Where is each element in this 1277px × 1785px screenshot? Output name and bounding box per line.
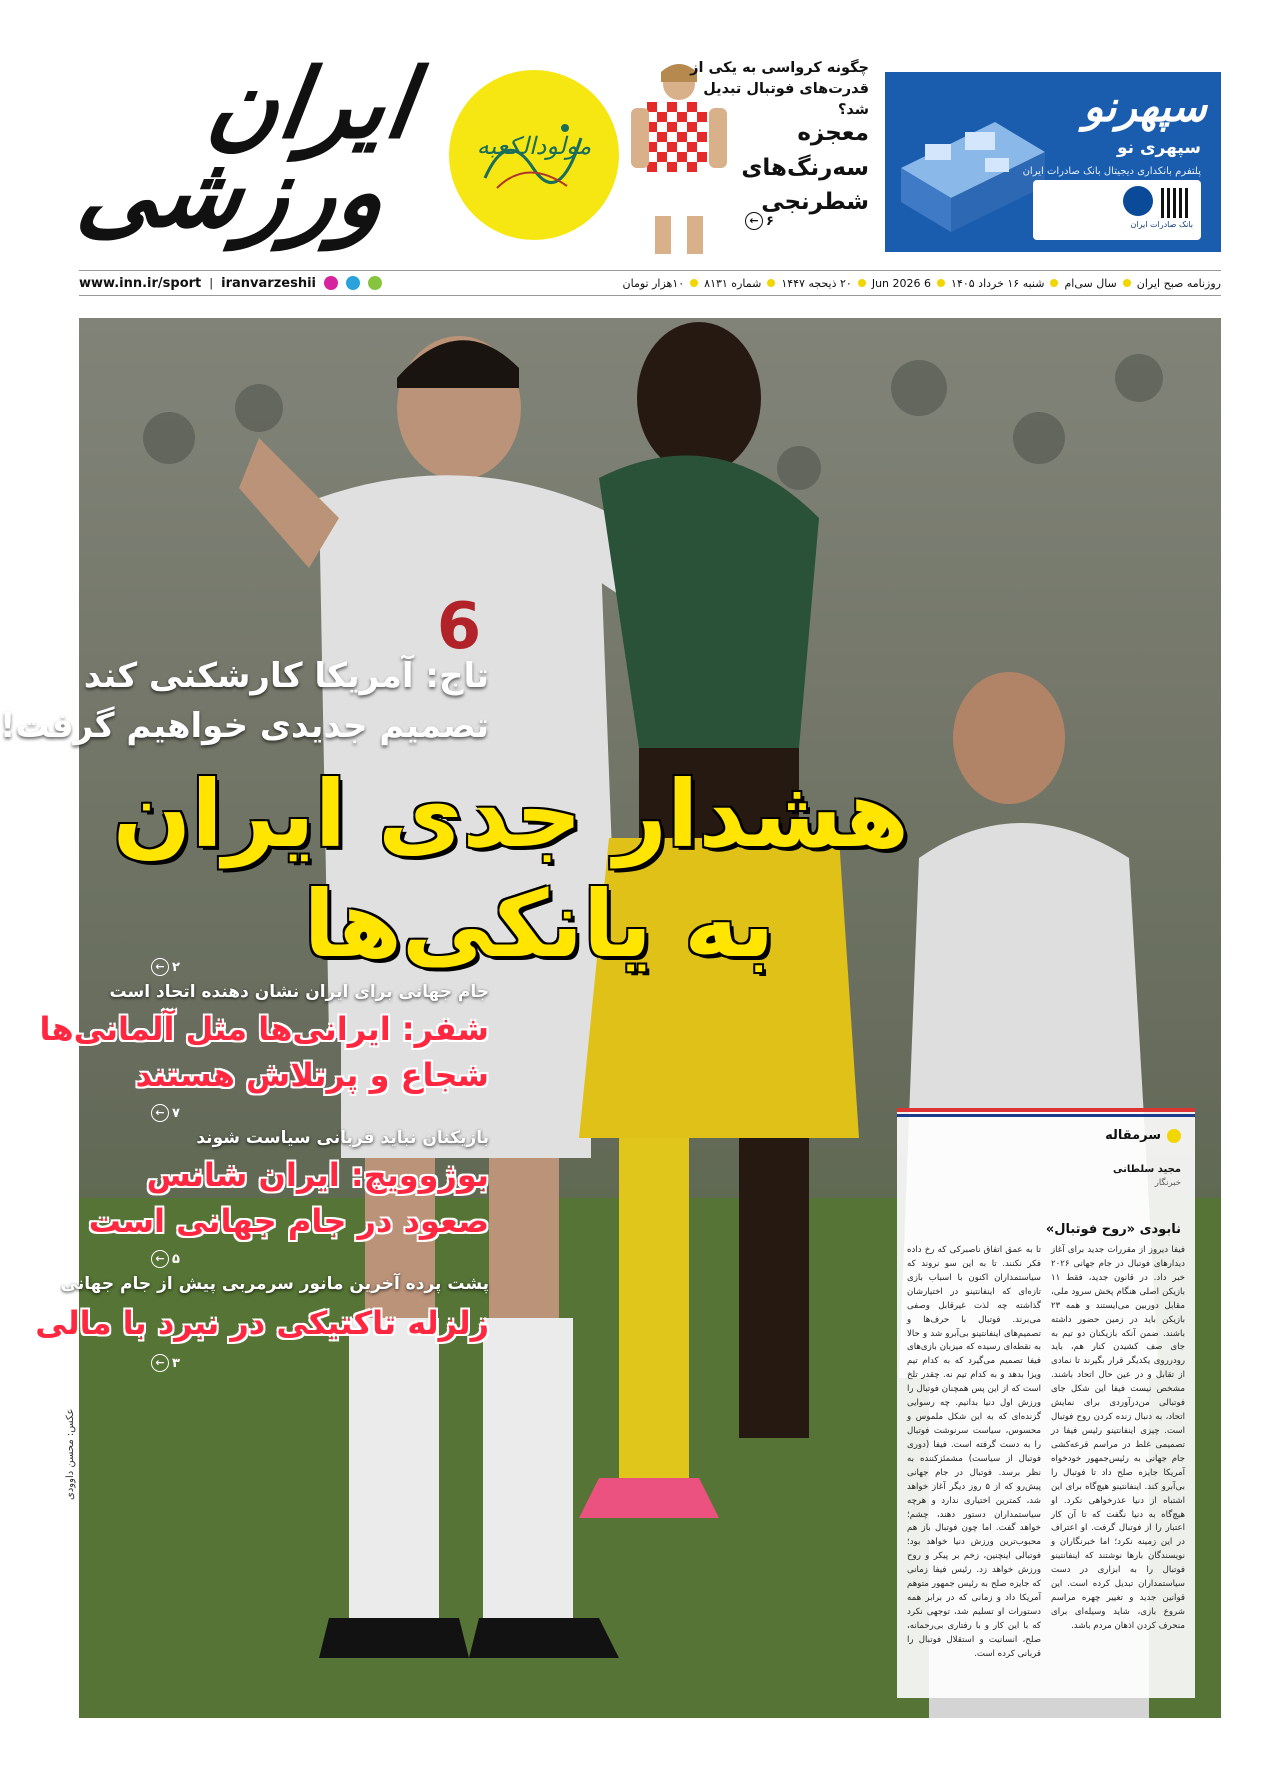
logo-line-1: ایران (201, 48, 421, 160)
seal-text: مولودالکعبه (476, 132, 592, 160)
bullet-icon (1123, 279, 1131, 287)
overline-1: تاج: آمریکا کارشکنی کند (83, 656, 489, 696)
story-2-page-ref[interactable] (151, 1250, 180, 1268)
bank-logo-icon (1123, 186, 1153, 216)
editorial-label-text: سرمقاله (1105, 1128, 1161, 1143)
editorial-column-left: تا به عمق اتفاق ناصبرکی که رخ داده فکر نکنند. تا به این سو نروند که سیاستمداران اکنون با اسباب بازی تازه‌ای که اینفانتینو در اختیارشان گذاشته چه لذت غیرقابل وصفی می‌برند. فوتبال با حرف‌ها و تصمیم‌های اینفانتینو بی‌آبرو شد و حالا به نقطه‌ای رسیده که میزبان بازی‌های فیفا تصمیم می‌گیرد که به کدام تیم ویزا بدهد و به کدام تیم نه. چقدر تلخ است که از این پس همچنان فوتبال را ورزش اول دنیا بدانیم. چه رسوایی گزنده‌ای که به این شکل ملموس و محسوس، سیاست سرنوشت فوتبال را به دست گرفته است. فیفا (دوری فوتبال از سیاست) مشمئزکننده به نظر برسد. فوتبال در جام جهانی پیش‌رو که از ۵ روز دیگر آغاز خواهد شد، کمترین اختیاری ندارد و هرچه سیاستمداران دستور دهند، چشم؛ خواهد گفت. اما چون فوتبال باز هم محبوب‌ترین ورزش دنیا خواهد بود؛ فوتبالی اینچنین، زخم بر پیکر و روح ورزش خواهد زد. رئیس فیفا زمانی که جایزه صلح به رئیس جمهور متوهم آمریکا داد و زمانی که در برابر همه دستورات او تسلیم شد، توجهی نکرد که با این کار و با رفتاری بی‌رحمانه، صلح، انسانیت و استقلال فوتبال را قربانی کرده است. (907, 1245, 1041, 1659)
story-2-page-number: ۵ (172, 1251, 180, 1267)
editorial-box (897, 1108, 1195, 1698)
svg-text:6: 6 (436, 590, 482, 664)
divider: | (209, 276, 214, 290)
issue-item: ۱۰هزار تومان (622, 276, 685, 290)
main-headline-line-1[interactable]: هشدار جدی ایران (112, 761, 909, 868)
qr-code-icon (1161, 188, 1191, 218)
ad-subtitle: سپهری نو (1117, 138, 1201, 158)
divider (897, 1114, 1195, 1117)
info-bar-left (79, 276, 382, 291)
editorial-column-right: فیفا دیروز از مقررات جدید برای آغاز دیدارهای فوتبال در جام جهانی ۲۰۲۶ خبر داد. در قانون جدید، فقط ۱۱ بازیکن اصلی هنگام پخش سرود ملی، مقابل دوربین می‌ایستند و همه ۲۳ بازیکن باید در زمین حضور داشته باشند. ضمن آنکه بازیکنان دو تیم به جای صف کشیدن کنار هم، باید رودرروی یکدیگر قرار بگیرند تا نمادی از تقابل و در عین حال اتحاد باشند. مشخص نیست فیفا این شکل جای فوتبالی من‌درآوردی برای نمایش اتحاد، به دنبال زنده کردن روح فوتبال است. چیزی اینفانتینو رئیس فیفا در تصمیمی غلط در مراسم قرعه‌کشی جام جهانی به رئیس‌جمهور خودخواه آمریکا جایزه صلح داد تا فوتبال را بی‌آبرو کند. اینفانتینو هیچ‌گاه برای این اشتباه از دنیا عذرخواهی نکرد. او هیچ‌گاه به دنیا نگفت که تا آن کار اعتبار را از فوتبال گرفت. او اعتراف در این زمینه نکرد؛ اما خبرنگاران و نویسندگان بارها نوشتند که اینفانتینو فوتبال را به ابزاری در دست سیاستمداران تبدیل کرده است. این قوانین جدید و تغییر چهره مراسم شروع بازی، شاید وسیله‌ای برای منحرف کردن اذهان مردم باشد. (1051, 1245, 1185, 1631)
logo-line-2: ورزشی (70, 136, 393, 250)
editorial-title[interactable]: نابودی «روح فوتبال» (1045, 1222, 1181, 1237)
ad-tagline: پلتفرم بانکداری دیجیتال بانک صادرات ایران (1022, 166, 1201, 177)
bullet-icon (1167, 1129, 1181, 1143)
story-2-title-line-1[interactable]: بوژوویچ: ایران شانس (146, 1156, 489, 1194)
ad-bank-card (1033, 180, 1201, 240)
arrow-left-icon: ← (151, 1354, 169, 1372)
bullet-icon (858, 279, 866, 287)
arrow-left-icon: ← (151, 958, 169, 976)
photo-credit: عکس: محسن داوودی (65, 1408, 76, 1500)
main-page-ref[interactable] (151, 958, 180, 976)
arrow-left-icon: ← (151, 1250, 169, 1268)
story-1-kicker: جام جهانی برای ایران نشان دهنده اتحاد است (109, 982, 489, 1002)
teaser-page-number: ۶ (766, 213, 774, 229)
arrow-left-icon: ← (745, 212, 763, 230)
bullet-icon (1050, 279, 1058, 287)
story-1-page-number: ۷ (172, 1105, 180, 1121)
editorial-columns (907, 1244, 1185, 1690)
bank-advertisement[interactable] (885, 72, 1221, 252)
story-3-page-ref[interactable] (151, 1354, 180, 1372)
app-icon[interactable] (368, 276, 382, 290)
arrow-left-icon: ← (151, 1104, 169, 1122)
instagram-icon[interactable] (324, 276, 338, 290)
masthead (27, 0, 1277, 262)
issue-item: شماره ۸۱۳۱ (704, 276, 762, 290)
social-handle[interactable]: iranvarzeshii (221, 275, 316, 291)
website-link[interactable]: www.inn.ir/sport (79, 275, 202, 291)
teaser-kicker: چگونه کرواسی به یکی از قدرت‌های فوتبال تبدیل شد؟ (690, 60, 869, 119)
newspaper-logo[interactable] (70, 48, 469, 262)
telegram-icon[interactable] (346, 276, 360, 290)
story-1-page-ref[interactable] (151, 1104, 180, 1122)
main-page-number: ۲ (172, 959, 180, 975)
editorial-label (1105, 1128, 1181, 1143)
issue-item: سال سی‌ام (1064, 276, 1117, 290)
editorial-author: مجید سلطانی (1112, 1164, 1181, 1175)
bullet-icon (690, 279, 698, 287)
bullet-icon (937, 279, 945, 287)
issue-item: شنبه ۱۶ خرداد ۱۴۰۵ (951, 276, 1045, 290)
info-bar-right (623, 277, 1221, 290)
issue-item: روزنامه صبح ایران (1136, 276, 1221, 290)
issue-item: 6 Jun 2026 (871, 276, 932, 290)
story-3-title-line-1[interactable]: زلزله تاکتیکی در نبرد با مالی (35, 1304, 489, 1342)
teaser-page-ref[interactable] (745, 212, 774, 230)
bullet-icon (767, 279, 775, 287)
ad-bank-name: بانک صادرات ایران (1130, 220, 1193, 229)
ad-brand: سپهرنو (1083, 82, 1207, 131)
story-2-title-line-2[interactable]: صعود در جام جهانی است (88, 1202, 489, 1240)
occasion-seal (449, 70, 619, 240)
story-1-title-line-2[interactable]: شجاع و پرتلاش هستند (135, 1056, 489, 1094)
story-3-kicker: پشت پرده آخرین مانور سرمربی پیش از جام جهانی (60, 1274, 489, 1294)
issue-item: ۲۰ ذیحجه ۱۴۴۷ (781, 276, 852, 290)
story-3-page-number: ۳ (172, 1355, 180, 1371)
info-bar (79, 270, 1221, 296)
editorial-author-role: خبرنگار (1154, 1178, 1181, 1188)
overline-2: تصمیم جدیدی خواهیم گرفت! (0, 706, 489, 746)
teaser-croatia[interactable] (617, 58, 877, 268)
story-1-title-line-1[interactable]: شفر: ایرانی‌ها مثل آلمانی‌ها (39, 1010, 489, 1048)
story-2-kicker: بازیکنان نباید قربانی سیاست شوند (196, 1128, 489, 1148)
teaser-headline: معجزه سه‌رنگ‌های شطرنجی (741, 120, 869, 215)
main-headline-line-2[interactable]: به یانکی‌ها (303, 871, 775, 978)
